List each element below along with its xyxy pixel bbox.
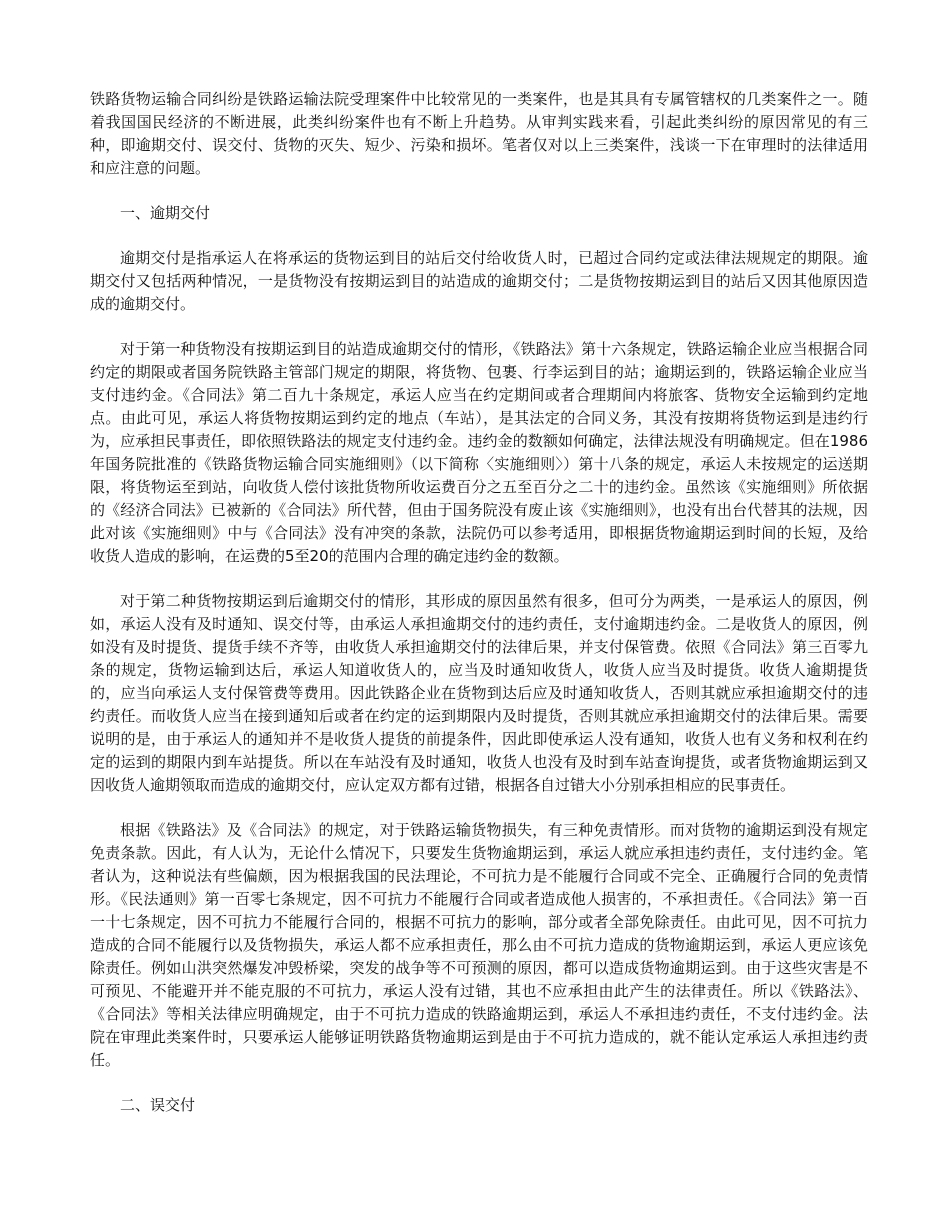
paragraph-force-majeure: 根据《铁路法》及《合同法》的规定，对于铁路运输货物损失，有三种免责情形。而对货物的逾期运到没有规定免责条款。因此，有人认为，无论什么情况下，只要发生货物逾期运到，承运人就应承担违约责任，支付违约金。笔者认为，这种说法有些偏颇，因为根据我国的民法理论，不可抗力是不能履行合同或不完全、正确履行合同的免责情形。《民法通则》第一百零七条规定，因不可抗力不能履行合同或者造成他人损害的，不承担责任。《合同法》第一百一十七条规定，因不可抗力不能履行合同的，根据不可抗力的影响，部分或者全部免除责任。由此可见，因不可抗力造成的合同不能履行以及货物损失，承运人都不应承担责任，那么由不可抗力造成的货物逾期运到，承运人更应该免除责任。例如山洪突然爆发冲毁桥梁，突发的战争等不可预测的原因，都可以造成货物逾期运到。由于这些灾害是不可预见、不能避开并不能克服的不可抗力，承运人没有过错，其也不应承担由此产生的法律责任。所以《铁路法》、《合同法》等相关法律应明确规定，由于不可抗力造成的铁路逾期运到，承运人不承担违约责任，不支付违约金。法院在审理此类案件时，只要承运人能够证明铁路货物逾期运到是由于不可抗力造成的，就不能认定承运人承担违约责任。 <box>90 821 868 1069</box>
document-body <box>90 88 868 1139</box>
paragraph-first-case: 对于第一种货物没有按期运到目的站造成逾期交付的情形，《铁路法》第十六条规定，铁路运输企业应当根据合同约定的期限或者国务院铁路主管部门规定的期限，将货物、包裹、行李运到目的站；逾期运到的，铁路运输企业应当支付违约金。《合同法》第二百九十条规定，承运人应当在约定期间或者合理期间内将旅客、货物安全运输到约定地点。由此可见，承运人将货物按期运到约定的地点（车站），是其法定的合同义务，其没有按期将货物运到是违约行为，应承担民事责任，即依照铁路法的规定支付违约金。违约金的数额如何确定，法律法规没有明确规定。但在1986年国务院批准的《铁路货物运输合同实施细则》（以下简称〈实施细则〉）第十八条的规定，承运人未按规定的运送期限，将货物运至到站，向收货人偿付该批货物所收运费百分之五至百分之二十的违约金。虽然该《实施细则》所依据的《经济合同法》已被新的《合同法》所代替，但由于国务院没有废止该《实施细则》，也没有出台代替其的法规，因此对该《实施细则》中与《合同法》没有冲突的条款，法院仍可以参考适用，即根据货物逾期运到时间的长短，及给收货人造成的影响，在运费的5至20的范围内合理的确定违约金的数额。 <box>90 340 868 565</box>
paragraph-second-case: 对于第二种货物按期运到后逾期交付的情形，其形成的原因虽然有很多，但可分为两类，一是承运人的原因，例如，承运人没有及时通知、误交付等，由承运人承担逾期交付的违约责任，支付逾期违约金。二是收货人的原因，例如没有及时提货、提货手续不齐等，由收货人承担逾期交付的法律后果，并支付保管费。依照《合同法》第三百零九条的规定，货物运输到达后，承运人知道收货人的，应当及时通知收货人，收货人应当及时提货。收货人逾期提货的，应当向承运人支付保管费等费用。因此铁路企业在货物到达后应及时通知收货人，否则其就应承担逾期交付的违约责任。而收货人应当在接到通知后或者在约定的运到期限内及时提货，否则其就应承担逾期交付的法律后果。需要说明的是，由于承运人的通知并不是收货人提货的前提条件，因此即使承运人没有通知，收货人也有义务和权利在约定的运到的期限内到车站提货。所以在车站没有及时通知，收货人也没有及时到车站查询提货，或者货物逾期运到又因收货人逾期领取而造成的逾期交付，应认定双方都有过错，根据各自过错大小分别承担相应的民事责任。 <box>90 592 868 794</box>
paragraph-overdue-definition: 逾期交付是指承运人在将承运的货物运到目的站后交付给收货人时，已超过合同约定或法律法规规定的期限。逾期交付又包括两种情况，一是货物没有按期运到目的站造成的逾期交付；二是货物按期运到目的站后又因其他原因造成的逾期交付。 <box>90 249 868 313</box>
section-heading-overdue-delivery: 一、逾期交付 <box>120 204 211 222</box>
section-heading-misdelivery: 二、误交付 <box>120 1096 196 1114</box>
intro-paragraph: 铁路货物运输合同纠纷是铁路运输法院受理案件中比较常见的一类案件，也是其具有专属管辖权的几类案件之一。随着我国国民经济的不断进展，此类纠纷案件也有不断上升趋势。从审判实践来看，引起此类纠纷的原因常见的有三种，即逾期交付、误交付、货物的灭失、短少、污染和损坏。笔者仅对以上三类案件，浅谈一下在审理时的法律适用和应注意的问题。 <box>90 90 868 177</box>
